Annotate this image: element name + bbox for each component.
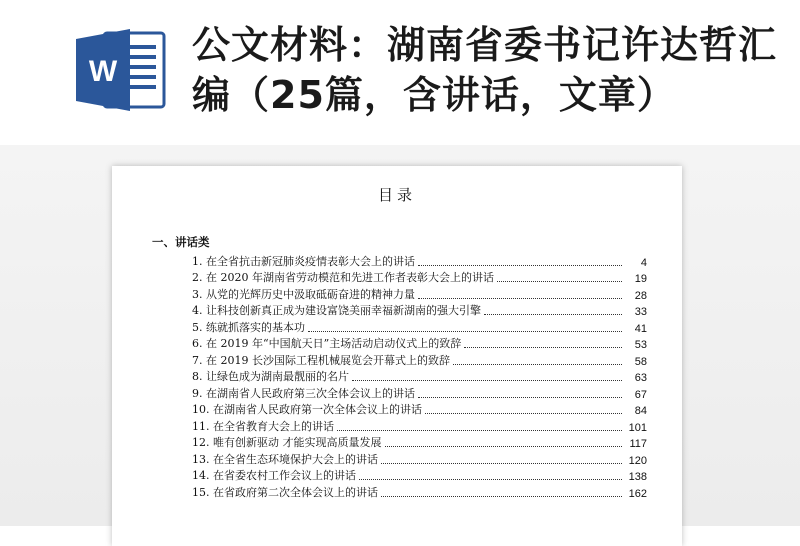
toc-leader-dots [418, 396, 622, 398]
toc-leader-dots [381, 462, 622, 464]
toc-entry-page: 84 [634, 405, 647, 417]
document-page [112, 166, 682, 546]
toc-entry[interactable] [192, 384, 647, 401]
toc-entry-page: 117 [629, 438, 647, 450]
svg-text:W: W [88, 55, 118, 88]
toc-entry-text: 15. 在省政府第二次全体会议上的讲话 [192, 485, 378, 499]
toc-entry[interactable] [192, 434, 647, 451]
toc-entry-page: 53 [634, 339, 647, 351]
header [0, 0, 800, 145]
toc-list [192, 252, 647, 500]
toc-entry-text: 4. 让科技创新真正成为建设富饶美丽幸福新湖南的强大引擎 [192, 304, 481, 317]
toc-entry[interactable] [192, 318, 647, 335]
toc-leader-dots [484, 313, 622, 315]
toc-entry-page: 101 [628, 421, 647, 434]
toc-entry-text: 3. 从党的光辉历史中汲取砥砺奋进的精神力量 [192, 287, 415, 301]
toc-entry-page: 63 [634, 372, 647, 384]
toc-leader-dots [453, 363, 622, 365]
page-title: 公文材料：湖南省委书记许达哲汇编（25篇，含讲话，文章） [192, 23, 778, 117]
toc-entry[interactable] [192, 450, 647, 467]
toc-entry[interactable] [192, 252, 647, 269]
toc-entry-text: 2. 在 2020 年湖南省劳动模范和先进工作者表彰大会上的讲话 [192, 271, 494, 284]
toc-entry-text: 9. 在湖南省人民政府第三次全体会议上的讲话 [192, 386, 415, 400]
section-heading: 一、讲话类 [152, 235, 210, 249]
toc-entry[interactable] [192, 302, 647, 319]
toc-leader-dots [497, 280, 622, 282]
toc-leader-dots [381, 495, 622, 497]
toc-entry[interactable] [192, 368, 647, 385]
toc-leader-dots [464, 346, 622, 348]
toc-entry-page: 162 [628, 487, 647, 500]
toc-leader-dots [352, 379, 622, 381]
toc-leader-dots [337, 429, 622, 431]
toc-entry[interactable] [192, 351, 647, 368]
toc-entry-page: 33 [634, 306, 647, 318]
toc-entry[interactable] [192, 467, 647, 484]
toc-entry-text: 8. 让绿色成为湖南最靓丽的名片 [192, 370, 349, 383]
toc-entry[interactable] [192, 335, 647, 352]
toc-entry-text: 7. 在 2019 长沙国际工程机械展览会开幕式上的致辞 [192, 353, 450, 367]
toc-entry-page: 67 [634, 388, 647, 401]
toc-entry-text: 13. 在全省生态环境保护大会上的讲话 [192, 452, 378, 466]
toc-entry-text: 11. 在全省教育大会上的讲话 [192, 419, 334, 433]
toc-entry-text: 14. 在省委农村工作会议上的讲话 [192, 469, 356, 482]
toc-leader-dots [425, 412, 622, 414]
toc-leader-dots [418, 264, 622, 266]
toc-leader-dots [359, 478, 622, 480]
toc-title: 目录 [377, 186, 416, 204]
toc-entry-text: 1. 在全省抗击新冠肺炎疫情表彰大会上的讲话 [192, 254, 415, 268]
toc-entry[interactable] [192, 417, 647, 434]
toc-entry-text: 10. 在湖南省人民政府第一次全体会议上的讲话 [192, 403, 422, 416]
toc-entry-page: 19 [634, 273, 647, 285]
toc-entry-page: 58 [634, 355, 647, 368]
toc-entry-page: 120 [628, 454, 647, 467]
toc-entry[interactable] [192, 483, 647, 500]
toc-entry-page: 4 [640, 256, 647, 269]
toc-entry-text: 6. 在 2019 年“中国航天日”主场活动启动仪式上的致辞 [192, 337, 462, 350]
toc-entry[interactable] [192, 285, 647, 302]
toc-entry-page: 138 [628, 471, 647, 483]
toc-entry-text: 12. 唯有创新驱动 才能实现高质量发展 [192, 436, 382, 449]
word-document-icon [74, 25, 170, 115]
toc-leader-dots [418, 297, 622, 299]
toc-entry[interactable] [192, 401, 647, 418]
toc-leader-dots [308, 330, 622, 332]
toc-entry[interactable] [192, 269, 647, 286]
toc-entry-page: 28 [634, 289, 647, 302]
toc-leader-dots [385, 445, 623, 447]
toc-entry-page: 41 [634, 322, 647, 335]
toc-entry-text: 5. 练就抓落实的基本功 [192, 320, 305, 334]
